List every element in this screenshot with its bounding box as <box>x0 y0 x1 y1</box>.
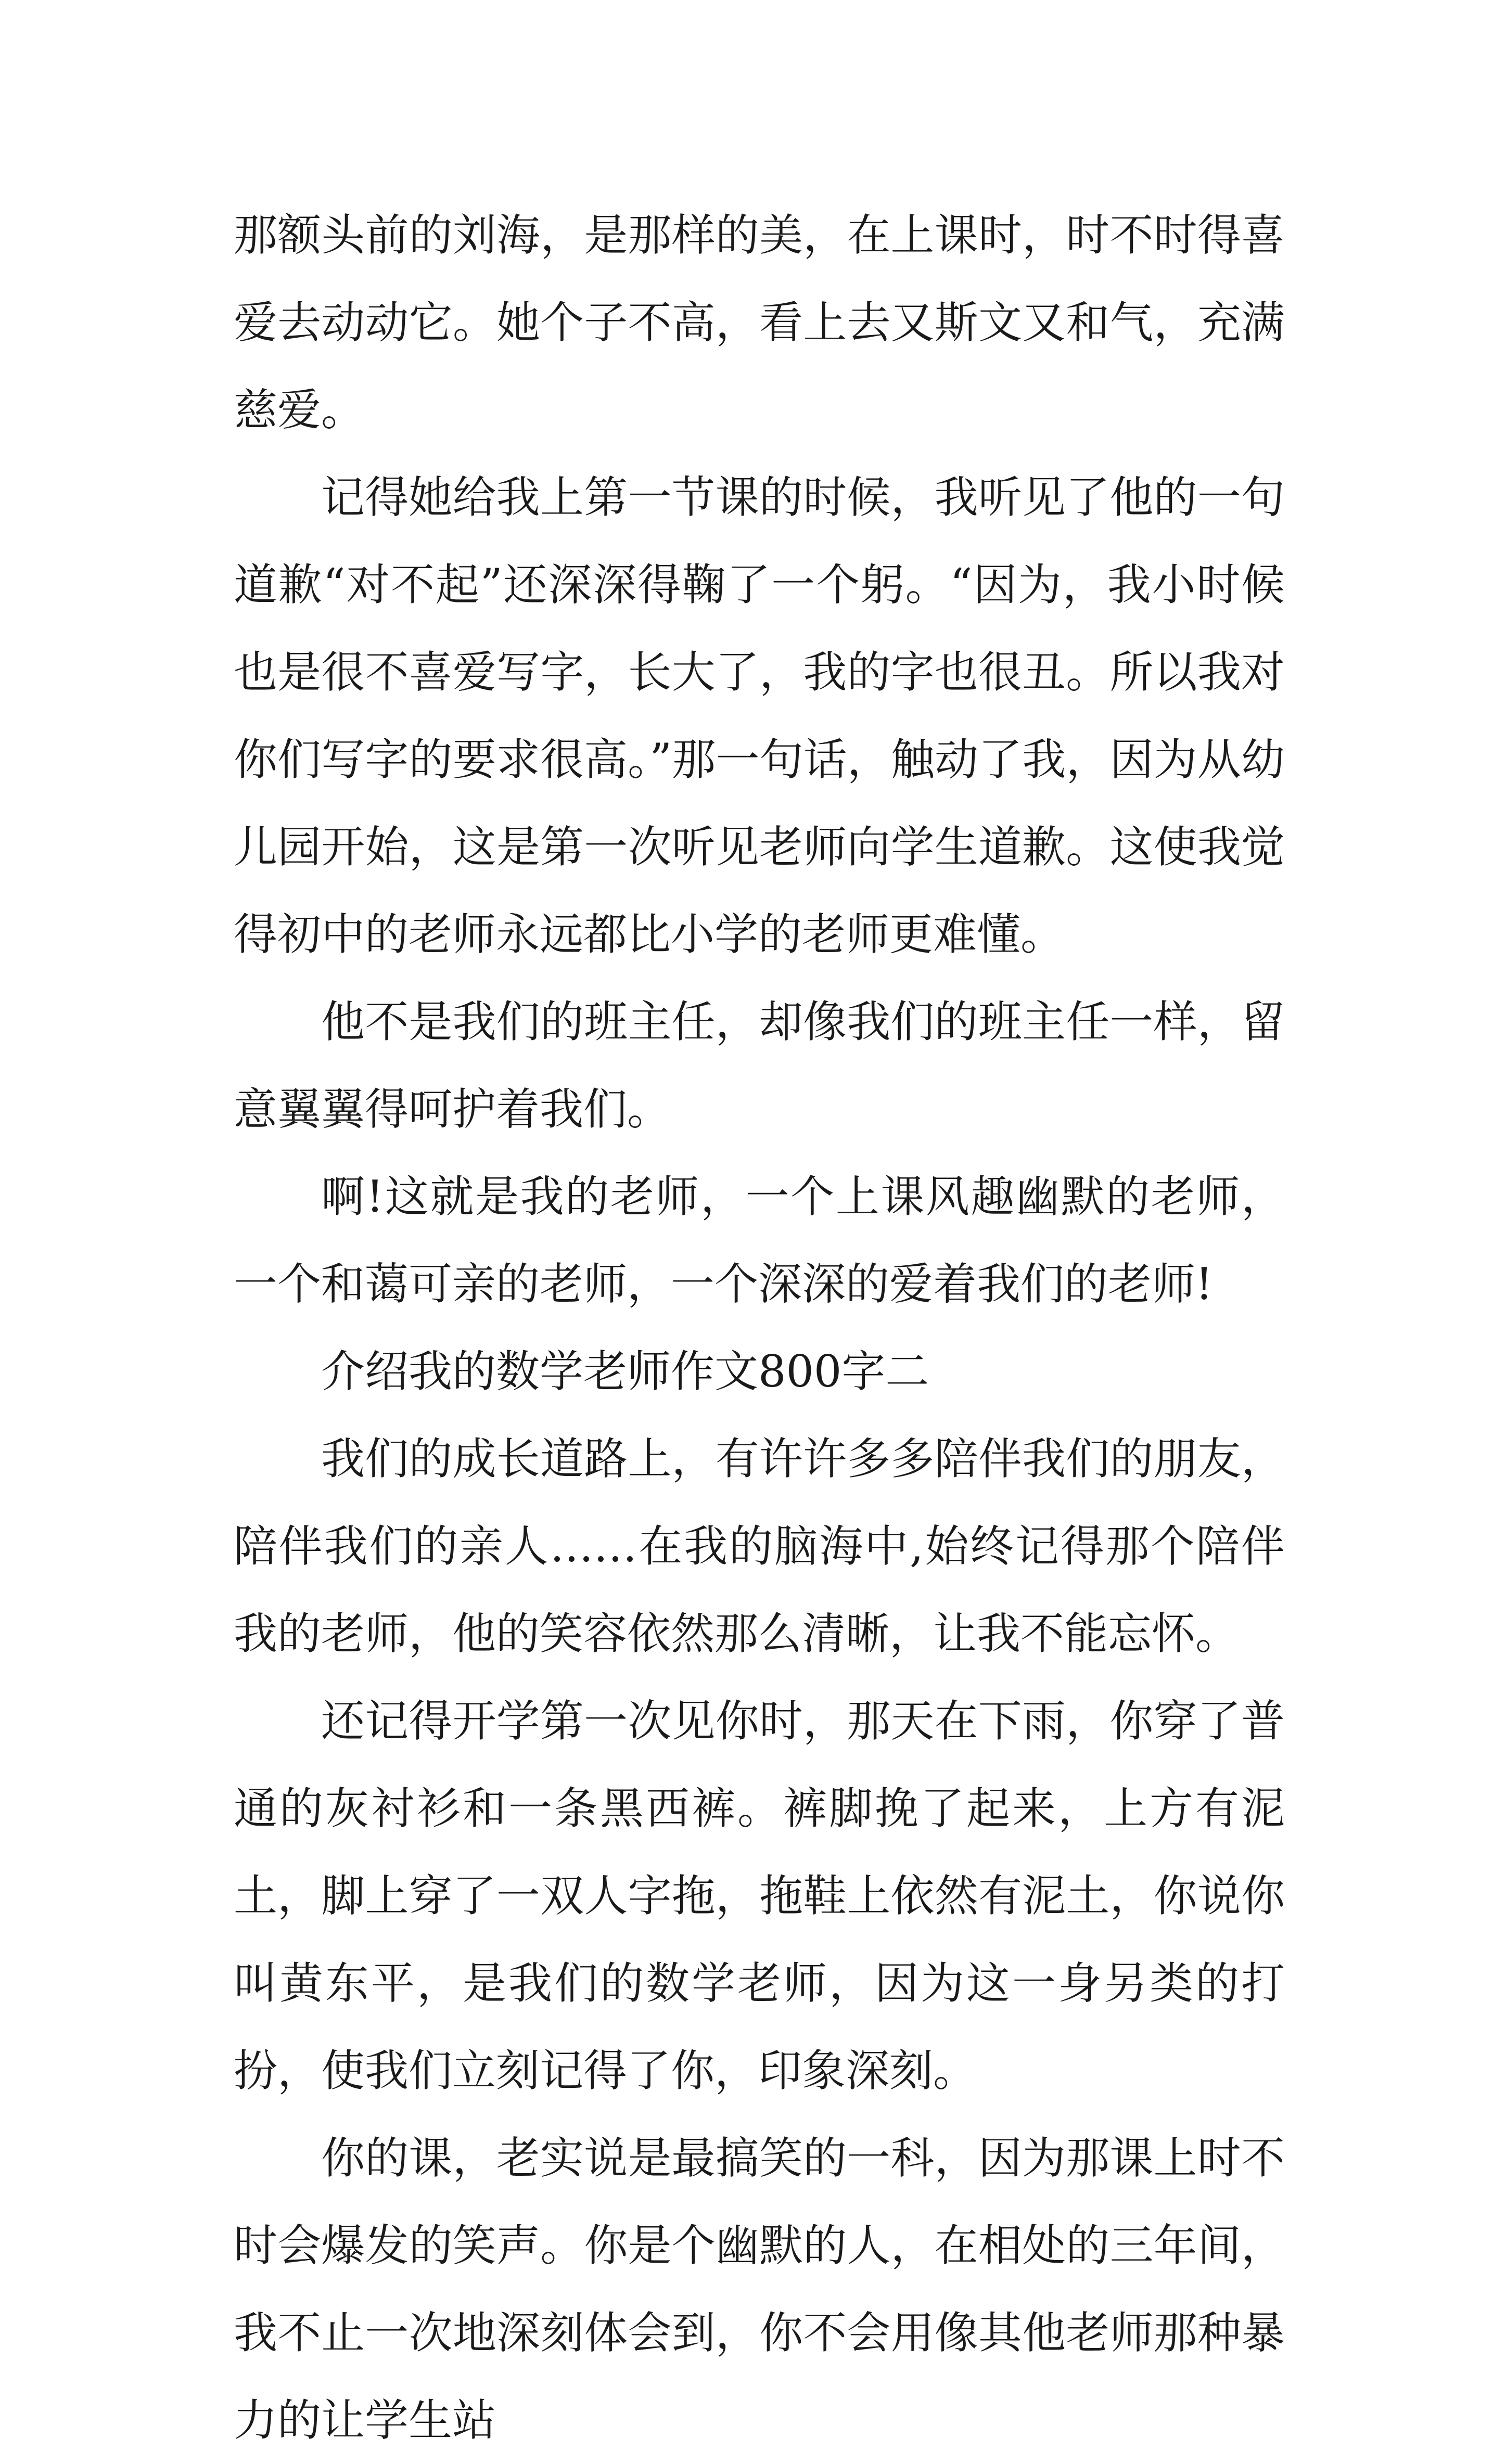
paragraph: 他不是我们的班主任，却像我们的班主任一样，留意翼翼得呵护着我们。 <box>234 996 1285 1135</box>
section-heading: 介绍我的数学老师作文800字二 <box>321 1346 929 1397</box>
paragraph: 记得她给我上第一节课的时候，我听见了他的一句道歉“对不起”还深深得鞠了一个躬。“因为，我小时候也是很不喜爱写字，长大了，我的字也很丑。所以我对你们写字的要求很高。”那一句话，触动了我，因为从幼儿园开始，这是第一次听见老师向学生道歉。这使我觉得初中的老师永远都比小学的老师更难懂。 <box>234 472 1285 960</box>
paragraph: 那额头前的刘海，是那样的美，在上课时，时不时得喜爱去动动它。她个子不高，看上去又斯文又和气，充满慈爱。 <box>234 210 1285 435</box>
paragraph: 你的课，老实说是最搞笑的一科，因为那课上时不时会爆发的笑声。你是个幽默的人，在相处的三年间，我不止一次地深刻体会到，你不会用像其他老师那种暴力的让学生站 <box>234 2133 1285 2446</box>
document-body <box>234 191 1285 2464</box>
paragraph: 啊!这就是我的老师，一个上课风趣幽默的老师，一个和蔼可亲的老师，一个深深的爱着我们的老师! <box>234 1171 1285 1310</box>
paragraph: 我们的成长道路上，有许许多多陪伴我们的朋友，陪伴我们的亲人……在我的脑海中,始终记得那个陪伴我的老师，他的笑容依然那么清晰，让我不能忘怀。 <box>234 1433 1285 1659</box>
paragraph: 还记得开学第一次见你时，那天在下雨，你穿了普通的灰衬衫和一条黑西裤。裤脚挽了起来，上方有泥土，脚上穿了一双人字拖，拖鞋上依然有泥土，你说你叫黄东平，是我们的数学老师，因为这一身另类的打扮，使我们立刻记得了你，印象深刻。 <box>234 1696 1285 2096</box>
